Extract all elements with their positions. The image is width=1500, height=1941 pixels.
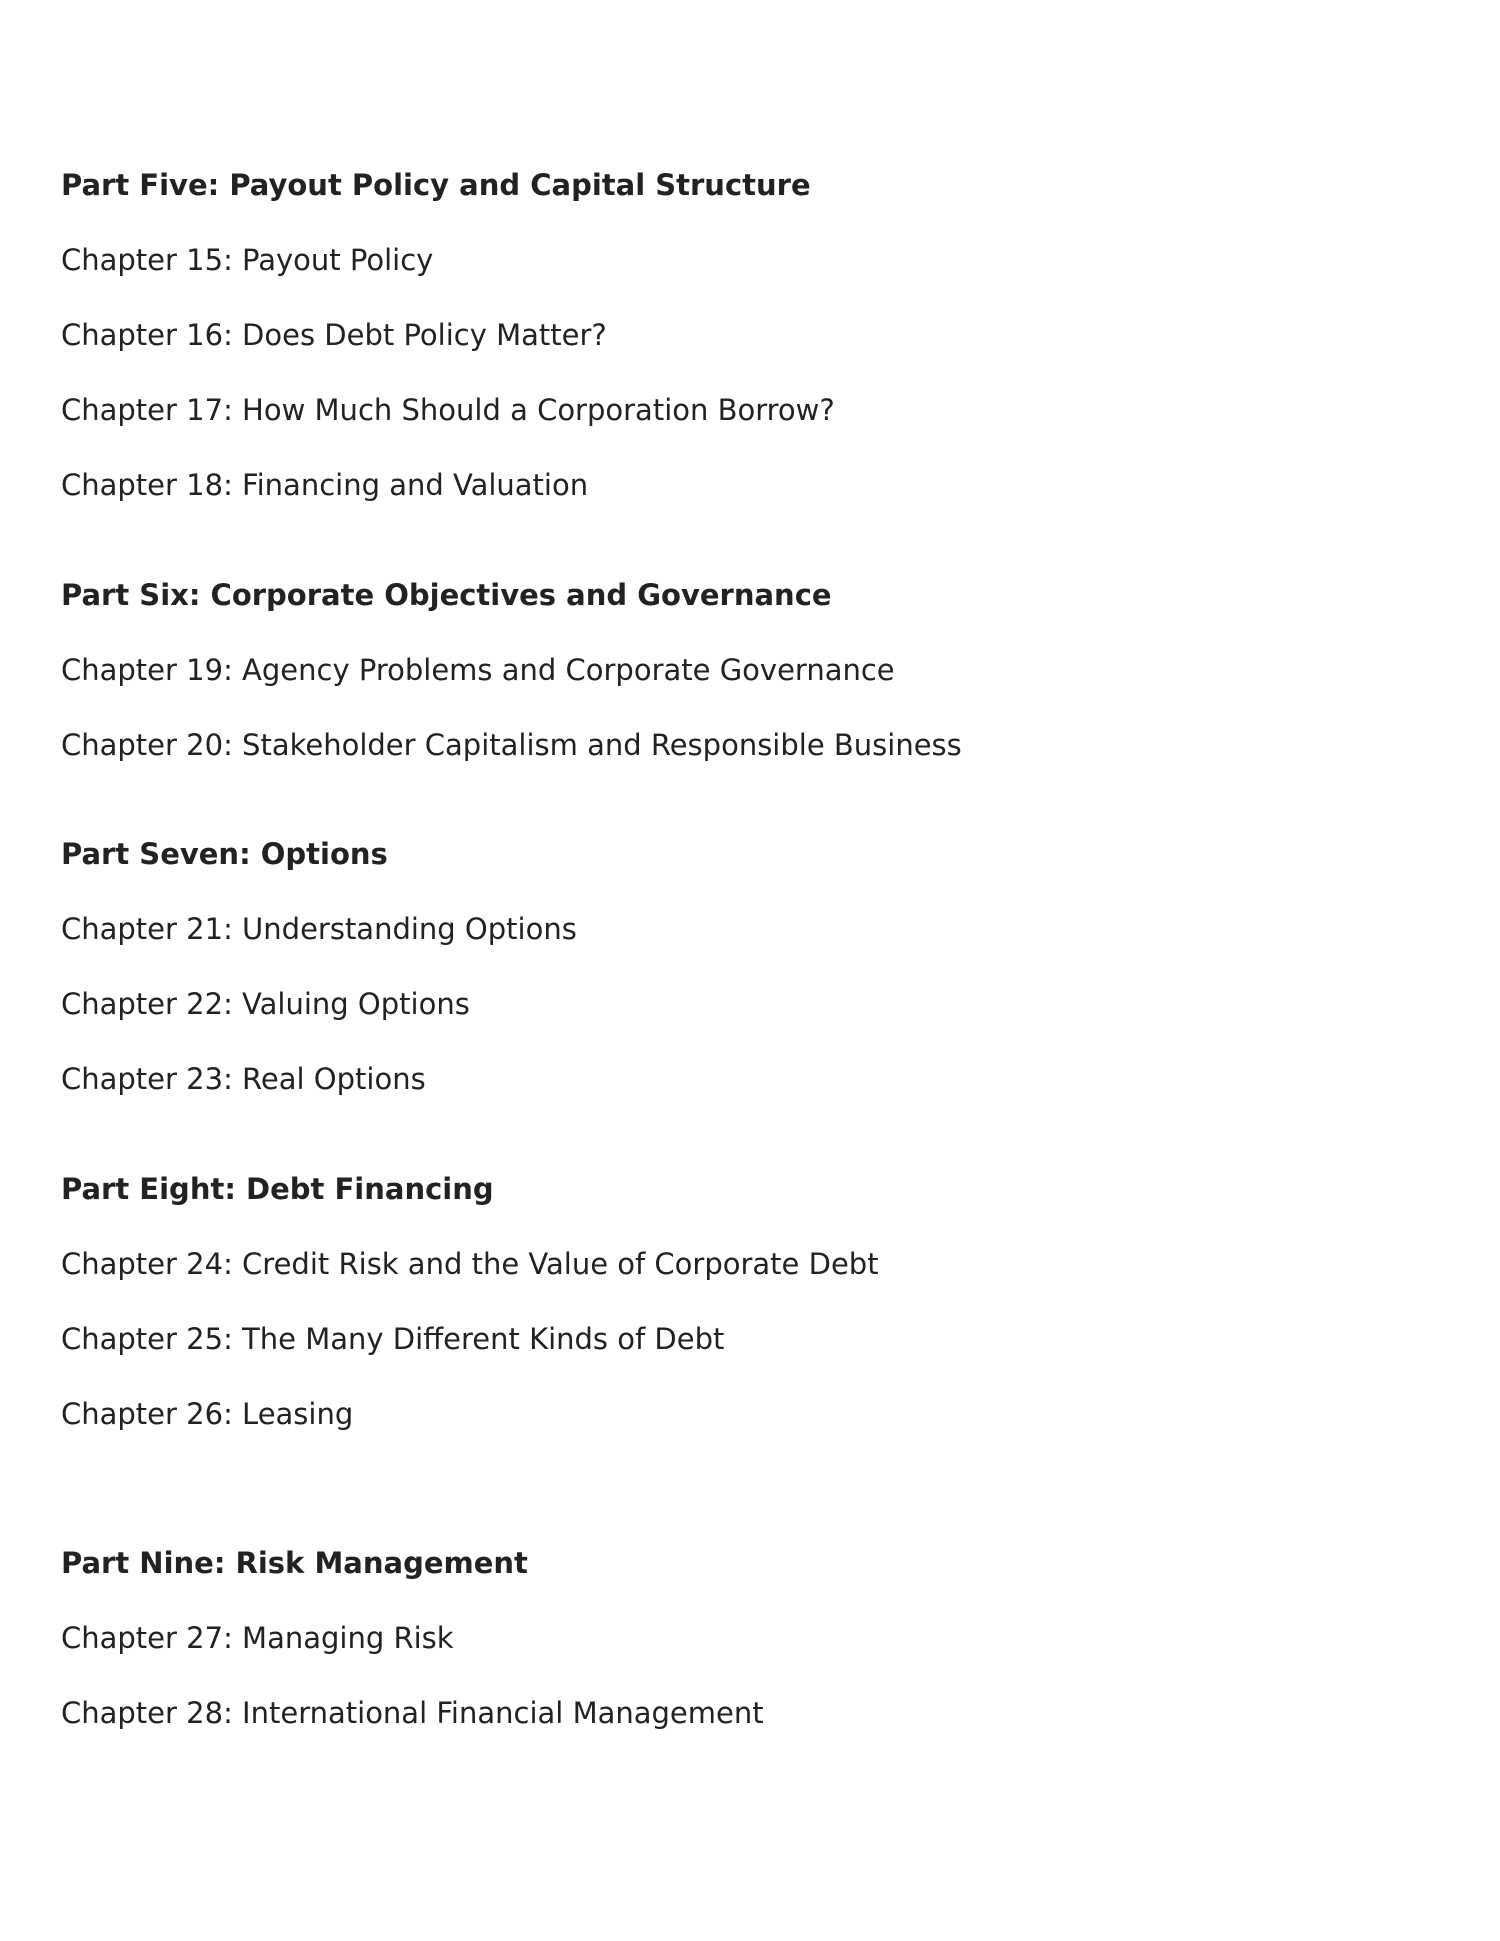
chapter-entry: Chapter 17: How Much Should a Corporation Borrow? xyxy=(61,393,835,427)
chapter-entry: Chapter 26: Leasing xyxy=(61,1397,354,1431)
chapter-entry: Chapter 23: Real Options xyxy=(61,1062,426,1096)
chapter-entry: Chapter 27: Managing Risk xyxy=(61,1621,454,1655)
chapter-entry: Chapter 15: Payout Policy xyxy=(61,243,434,277)
part-heading: Part Nine: Risk Management xyxy=(61,1546,528,1580)
chapter-entry: Chapter 21: Understanding Options xyxy=(61,912,577,946)
chapter-entry: Chapter 24: Credit Risk and the Value of Corporate Debt xyxy=(61,1247,879,1281)
chapter-entry: Chapter 25: The Many Different Kinds of Debt xyxy=(61,1322,725,1356)
chapter-entry: Chapter 28: International Financial Management xyxy=(61,1696,764,1730)
chapter-entry: Chapter 19: Agency Problems and Corporate Governance xyxy=(61,653,895,687)
part-heading: Part Eight: Debt Financing xyxy=(61,1172,494,1206)
part-heading: Part Five: Payout Policy and Capital Structure xyxy=(61,168,811,202)
part-heading: Part Six: Corporate Objectives and Governance xyxy=(61,578,832,612)
part-heading: Part Seven: Options xyxy=(61,837,388,871)
chapter-entry: Chapter 20: Stakeholder Capitalism and Responsible Business xyxy=(61,728,962,762)
chapter-entry: Chapter 22: Valuing Options xyxy=(61,987,470,1021)
chapter-entry: Chapter 18: Financing and Valuation xyxy=(61,468,589,502)
chapter-entry: Chapter 16: Does Debt Policy Matter? xyxy=(61,318,607,352)
